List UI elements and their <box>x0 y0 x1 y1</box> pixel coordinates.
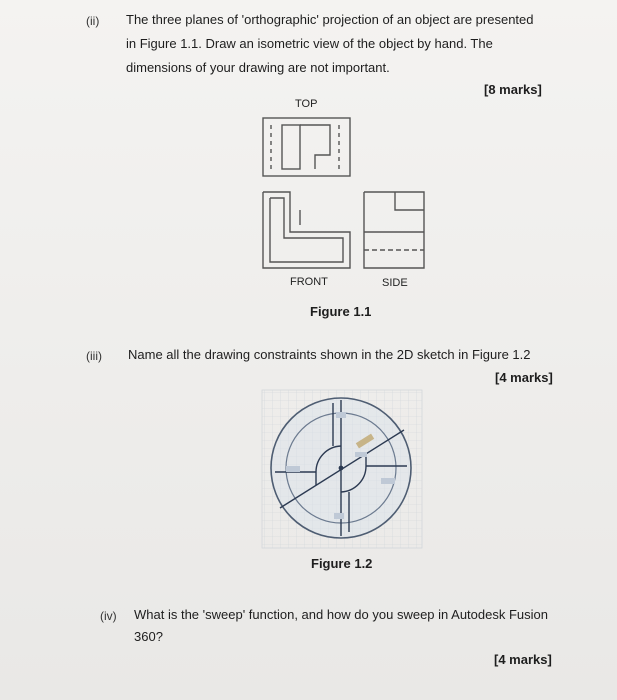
question-iv-line-2: 360? <box>134 629 163 644</box>
question-number-iii: (iii) <box>86 349 102 363</box>
question-number-ii: (ii) <box>86 14 100 28</box>
question-iv-line-1: What is the 'sweep' function, and how do you sweep in Autodesk Fusion <box>134 607 548 622</box>
question-ii-marks: [8 marks] <box>484 82 542 97</box>
figure1-caption: Figure 1.1 <box>310 304 372 319</box>
question-ii-line-3: dimensions of your drawing are not important. <box>126 60 390 75</box>
question-ii-line-2: in Figure 1.1. Draw an isometric view of the object by hand. The <box>126 36 493 51</box>
question-iii-marks: [4 marks] <box>495 370 553 385</box>
figure2-caption: Figure 1.2 <box>311 556 373 571</box>
figure1-front-label: FRONT <box>290 276 328 288</box>
question-iv-marks: [4 marks] <box>494 652 552 667</box>
question-iii-text: Name all the drawing constraints shown in the 2D sketch in Figure 1.2 <box>128 347 531 362</box>
question-number-iv: (iv) <box>100 609 117 623</box>
question-ii-line-1: The three planes of 'orthographic' projection of an object are presented <box>126 12 534 27</box>
figure1-side-label: SIDE <box>382 277 408 289</box>
figure1-top-label: TOP <box>295 98 318 110</box>
